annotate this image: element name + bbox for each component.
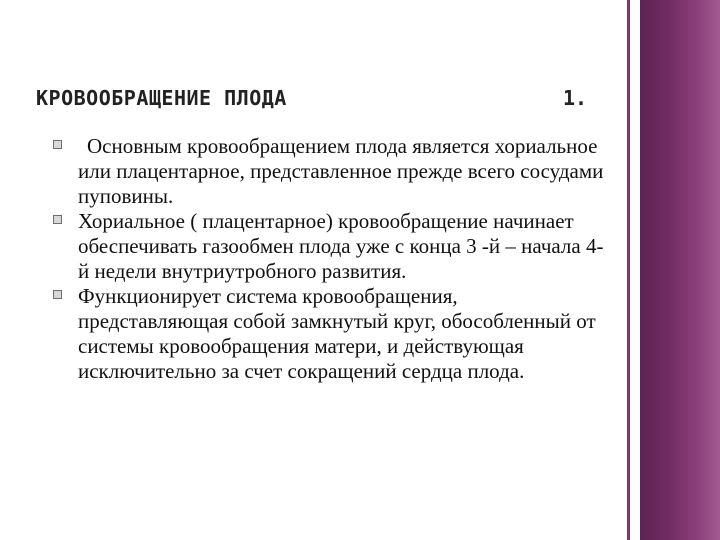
decorative-side-band <box>640 0 720 540</box>
bullet-item <box>50 284 610 384</box>
decorative-divider-line <box>627 0 630 540</box>
slide-number: 1. <box>563 86 588 110</box>
bullet-list <box>50 134 610 384</box>
bullet-text: Хориальное ( плацентарное) кровообращение начинает обеспечивать газообмен плода уже с конца 3 -й – начала 4-й недели внутриутробного развития. <box>78 209 604 283</box>
square-bullet-icon <box>53 140 62 149</box>
bullet-text: Основным кровообращением плода является хориальное или плацентарное, представленное прежде всего сосудами пуповины. <box>78 134 604 208</box>
bullet-item <box>50 209 610 284</box>
square-bullet-icon <box>53 215 62 224</box>
bullet-text: Функционирует система кровообращения, представляющая собой замкнутый круг, обособленный от системы кровообращения матери, и действующая исключительно за счет сокращений сердца плода. <box>78 284 596 383</box>
square-bullet-icon <box>53 290 62 299</box>
slide-title: КРОВООБРАЩЕНИЕ ПЛОДА <box>36 86 287 110</box>
bullet-item <box>50 134 610 209</box>
